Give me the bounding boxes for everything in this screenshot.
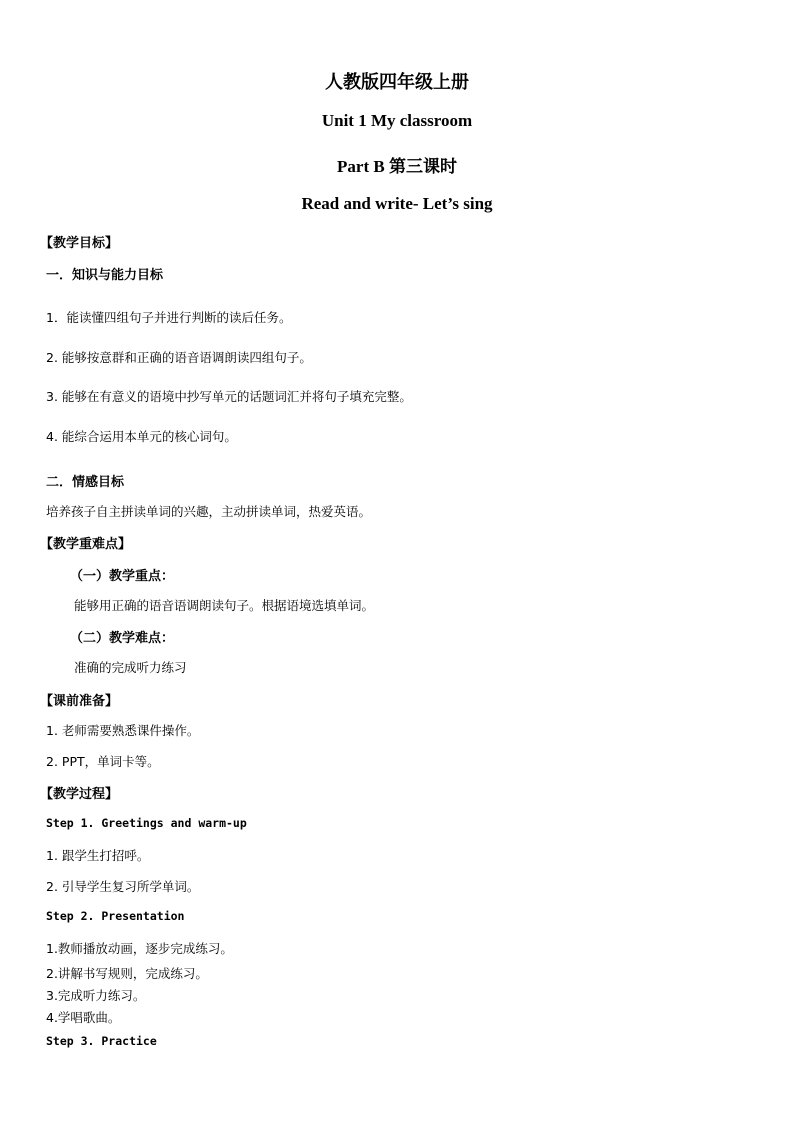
part-title: Part B 第三课时 bbox=[337, 157, 457, 176]
step2-title: Step 2. Presentation bbox=[46, 909, 185, 923]
knowledge-item: 4. 能综合运用本单元的核心词句。 bbox=[46, 429, 237, 444]
step2-item: 4.学唱歌曲。 bbox=[46, 1010, 121, 1025]
knowledge-heading: 一．知识与能力目标 bbox=[46, 268, 164, 283]
key-points-heading: 【教学重难点】 bbox=[40, 537, 132, 552]
step1-title: Step 1. Greetings and warm-up bbox=[46, 816, 247, 830]
process-heading: 【教学过程】 bbox=[40, 787, 119, 802]
preparation-item: 2. PPT，单词卡等。 bbox=[46, 754, 160, 769]
objectives-heading: 【教学目标】 bbox=[40, 236, 119, 251]
step2-item: 1.教师播放动画，逐步完成练习。 bbox=[46, 941, 233, 956]
step2-item: 2.讲解书写规则，完成练习。 bbox=[46, 966, 208, 981]
knowledge-item: 2. 能够按意群和正确的语音语调朗读四组句子。 bbox=[46, 350, 312, 365]
focus-heading: （一）教学重点： bbox=[70, 569, 175, 584]
unit-title: Unit 1 My classroom bbox=[321, 111, 473, 130]
step1-item: 2. 引导学生复习所学单词。 bbox=[46, 879, 200, 894]
emotion-text: 培养孩子自主拼读单词的兴趣，主动拼读单词，热爱英语。 bbox=[46, 504, 372, 519]
emotion-heading: 二．情感目标 bbox=[46, 475, 125, 490]
preparation-item: 1. 老师需要熟悉课件操作。 bbox=[46, 723, 200, 738]
difficulty-text: 准确的完成听力练习 bbox=[74, 660, 187, 675]
publisher-title: 人教版四年级上册 bbox=[325, 72, 469, 93]
step1-item: 1. 跟学生打招呼。 bbox=[46, 848, 150, 863]
step3-title: Step 3. Practice bbox=[46, 1034, 157, 1048]
focus-text: 能够用正确的语音语调朗读句子。根据语境选填单词。 bbox=[74, 598, 375, 613]
lesson-title: Read and write- Let’s sing bbox=[301, 194, 493, 213]
knowledge-item: 1．能读懂四组句子并进行判断的读后任务。 bbox=[46, 310, 292, 325]
preparation-heading: 【课前准备】 bbox=[40, 694, 119, 709]
step2-item: 3.完成听力练习。 bbox=[46, 988, 146, 1003]
knowledge-item: 3. 能够在有意义的语境中抄写单元的话题词汇并将句子填充完整。 bbox=[46, 389, 412, 404]
difficulty-heading: （二）教学难点： bbox=[70, 631, 175, 646]
